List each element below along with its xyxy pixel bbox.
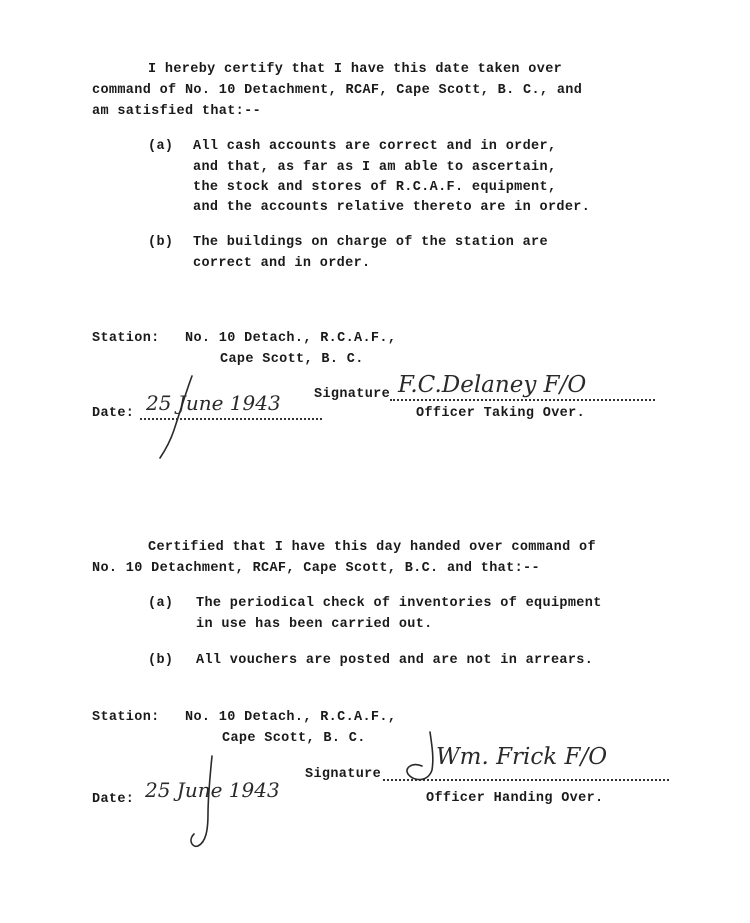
takeover-intro-line-2: command of No. 10 Detachment, RCAF, Cape Scott, B. C., and [92,83,583,98]
takeover-intro-line-3: am satisfied that:-- [92,104,262,119]
handover-item-b-line-1: All vouchers are posted and are not in arrears. [196,653,594,668]
takeover-date-handwritten: 25 June 1943 [146,391,281,415]
handover-station-line-2: Cape Scott, B. C. [222,731,366,746]
handover-item-a-line-1: The periodical check of inventories of equipment [196,596,602,611]
handover-station-line-1: No. 10 Detach., R.C.A.F., [185,710,397,725]
takeover-item-a-label: (a) [148,139,174,154]
handover-date-label: Date: [92,792,135,807]
handover-date-handwritten: 25 June 1943 [145,778,280,802]
takeover-station-line-2: Cape Scott, B. C. [220,352,364,367]
takeover-signature-label: Signature [314,387,391,402]
handover-date-flourish [186,752,236,852]
takeover-item-b-label: (b) [148,235,174,250]
takeover-station-label: Station: [92,331,160,346]
handover-station-label: Station: [92,710,160,725]
handover-item-a-line-2: in use has been carried out. [196,617,433,632]
takeover-item-b-line-1: The buildings on charge of the station are [193,235,548,250]
takeover-date-label: Date: [92,406,135,421]
handover-intro-line-1: Certified that I have this day handed over command of [148,540,596,555]
takeover-role: Officer Taking Over. [416,406,586,421]
handover-item-a-label: (a) [148,596,174,611]
takeover-item-a-line-3: the stock and stores of R.C.A.F. equipment, [193,180,557,195]
takeover-station-line-1: No. 10 Detach., R.C.A.F., [185,331,397,346]
takeover-item-a-line-1: All cash accounts are correct and in order, [193,139,557,154]
takeover-intro-line-1: I hereby certify that I have this date taken over [148,62,563,77]
handover-signature: Wm. Frick F/O [436,744,608,770]
takeover-item-a-line-4: and the accounts relative thereto are in order. [193,200,591,215]
handover-role: Officer Handing Over. [426,791,604,806]
handover-item-b-label: (b) [148,653,174,668]
takeover-signature-line [390,399,655,401]
takeover-item-b-line-2: correct and in order. [193,256,371,271]
handover-signature-label: Signature [305,767,382,782]
takeover-signature: F.C.Delaney F/O [398,372,587,398]
takeover-item-a-line-2: and that, as far as I am able to ascertain, [193,160,557,175]
takeover-date-flourish [150,372,210,462]
handover-signature-flourish [400,728,460,788]
handover-intro-line-2: No. 10 Detachment, RCAF, Cape Scott, B.C. and that:-- [92,561,540,576]
